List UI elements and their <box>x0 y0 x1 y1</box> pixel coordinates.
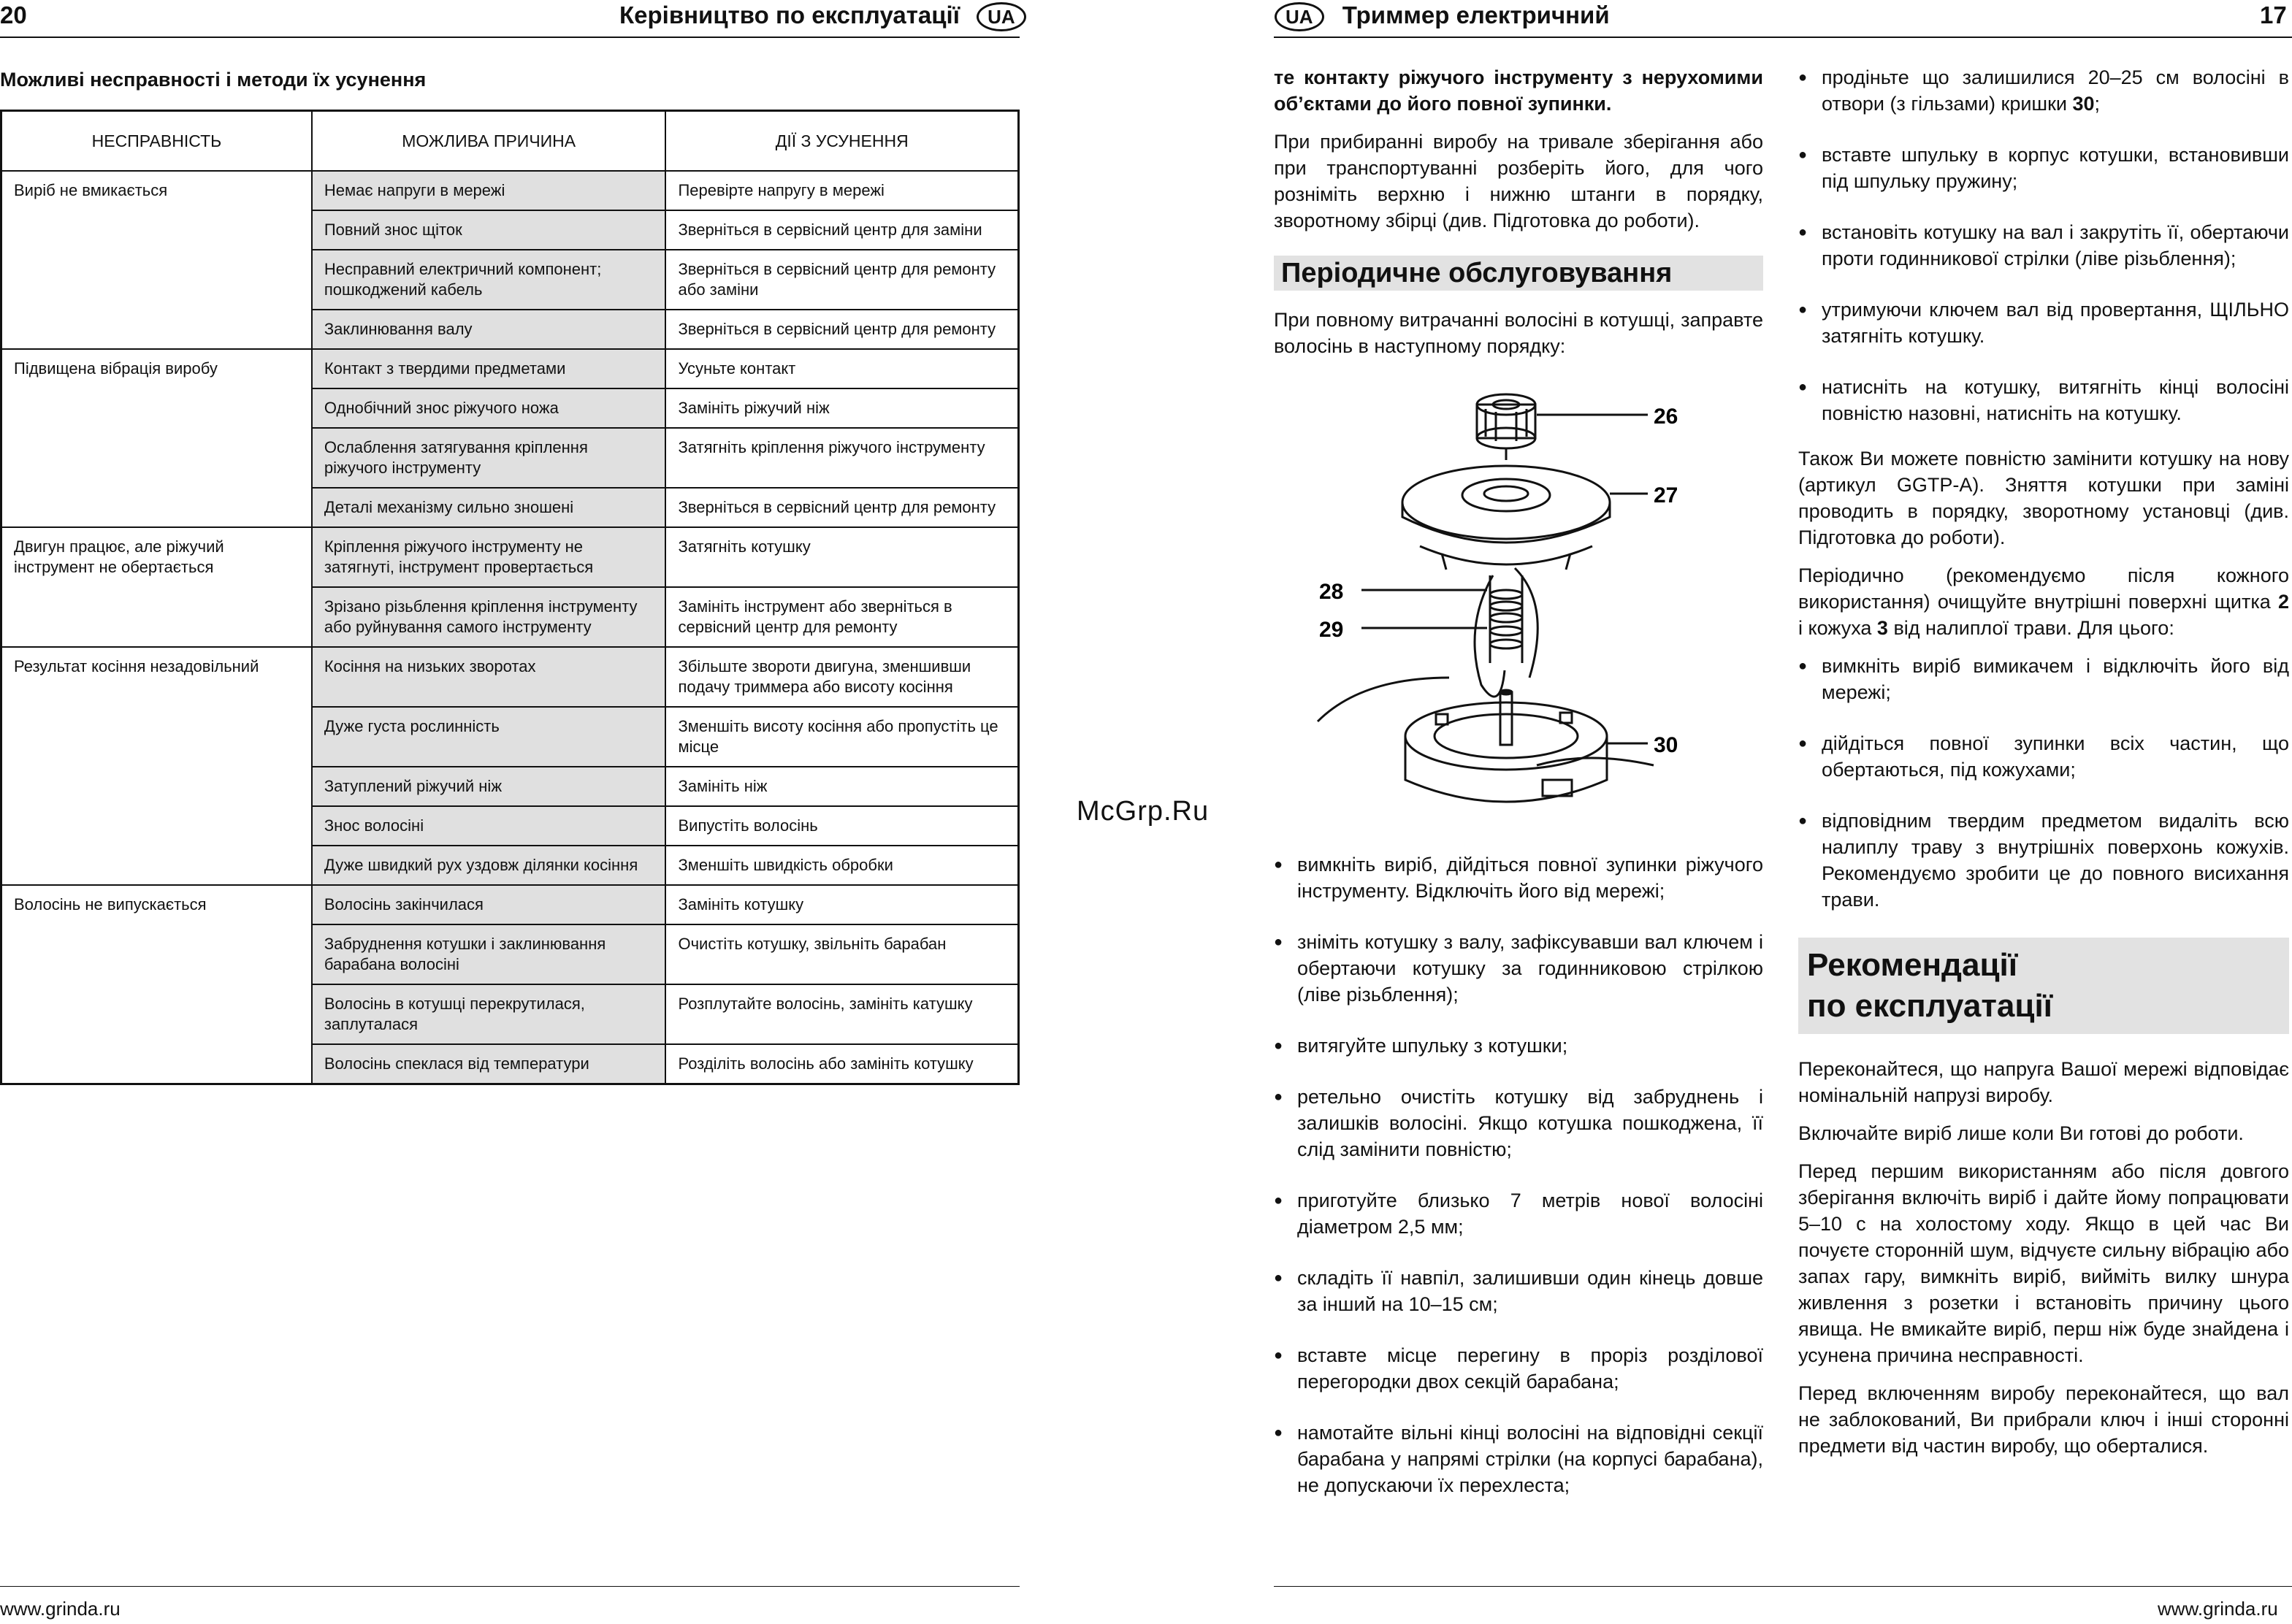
refill-steps-list <box>1274 851 1763 1498</box>
fix-cell: Розділіть волосінь або замініть котушку <box>665 1044 1018 1084</box>
rec-paragraph-2: Включайте виріб лише коли Ви готові до роботи. <box>1798 1122 2244 1144</box>
section-periodic-maintenance: Періодичне обслуговування <box>1274 256 1763 291</box>
list-item: ● вставте місце перегину в проріз розділової перегородки двох секцій барабана; <box>1274 1342 1763 1395</box>
list-item-ref: 30 <box>2072 93 2095 115</box>
cause-cell: Дуже швидкий рух уздовж ділянки косіння <box>312 846 666 885</box>
fix-cell: Замініть ніж <box>665 767 1018 806</box>
cause-cell: Дуже густа рослинність <box>312 707 666 767</box>
right-column-2 <box>1798 64 2289 1471</box>
header-fix: ДІЇ З УСУНЕННЯ <box>665 111 1018 172</box>
list-item-text: продіньте що залишилися 20–25 см волосіні в отвори (з гільзами) кришки <box>1822 66 2289 115</box>
table-body <box>1 171 1019 1084</box>
cause-cell: Кріплення ріжучого інструменту не затягнуті, інструмент провертається <box>312 527 666 587</box>
cause-cell: Забруднення котушки і заклинювання барабана волосіні <box>312 924 666 984</box>
clean-text-pre: Періодично (рекомендуємо після кожного використання) очищуйте внутрішні поверхні щитка <box>1798 564 2289 613</box>
right-column-1 <box>1274 64 1763 1523</box>
cause-cell: Косіння на низьких зворотах <box>312 647 666 707</box>
fix-cell: Затягніть котушку <box>665 527 1018 587</box>
list-item: ● дійдіться повної зупинки всіх частин, що обертаються, під кожухами; <box>1798 730 2289 783</box>
clean-steps-list <box>1798 653 2289 913</box>
clean-text-mid: і кожуха <box>1798 617 1877 639</box>
list-item <box>1798 374 2289 426</box>
list-item-text: вставте шпульку в корпус котушки, встановивши під шпульку пружину; <box>1822 144 2289 192</box>
right-page-number: 17 <box>2260 1 2287 28</box>
cause-cell: Контакт з твердими предметами <box>312 349 666 388</box>
list-item: ● ретельно очистіть котушку від забруднень і залишків волосіні. Якщо котушка пошкоджена, її слід замінити повністю; <box>1274 1084 1763 1163</box>
right-header-title <box>1275 1 1610 31</box>
spring-part <box>1490 575 1522 663</box>
label-30: 30 <box>1654 733 1678 757</box>
list-item-text: натисніть на котушку, витягніть кінці волосіні повністю назовні, натисніть на котушку. <box>1822 376 2289 424</box>
cause-cell: Несправний електричний компонент; пошкоджений кабель <box>312 250 666 310</box>
fix-cell: Замініть котушку <box>665 885 1018 924</box>
cause-cell: Зрізано різьблення кріплення інструменту або руйнування самого інструменту <box>312 587 666 647</box>
header-cause: МОЖЛИВА ПРИЧИНА <box>312 111 666 172</box>
list-item <box>1798 142 2289 194</box>
left-header-title <box>619 1 1026 31</box>
list-item: ● вимкніть виріб вимикачем і відключіть його від мережі; <box>1798 653 2289 705</box>
list-item: ● зніміть котушку з валу, зафіксувавши вал ключем і обертаючи котушку за годинниковою стрілкою (ліве різьблення); <box>1274 929 1763 1008</box>
fix-cell: Затягніть кріплення ріжучого інструменту <box>665 428 1018 488</box>
section-recommendations-line2: по експлуатації <box>1807 988 2053 1024</box>
left-page-number: 20 <box>0 1 27 28</box>
rec-paragraph-4: Перед включенням виробу переконайтеся, що вал не заблокований, Ви прибрали ключ і інші сторонні предмети від частин виробу, що оберталися. <box>1798 1382 2289 1457</box>
fix-cell: Замініть ріжучий ніж <box>665 388 1018 428</box>
fix-cell: Випустіть волосінь <box>665 806 1018 846</box>
cause-cell: Ослаблення затягування кріплення ріжучого інструменту <box>312 428 666 488</box>
header-fault: НЕСПРАВНІСТЬ <box>1 111 312 172</box>
fix-cell: Очистіть котушку, звільніть барабан <box>665 924 1018 984</box>
cover-part <box>1402 466 1610 570</box>
list-item-text: утримуючи ключем вал від провертання, ЩІЛЬНО затягніть котушку. <box>1822 299 2289 347</box>
table-row <box>1 647 1019 707</box>
replace-spool-paragraph: Також Ви можете повністю замінити котушку на нову (артикул GGTP-A). Зняття котушки при заміні проводить в порядку, зворотному установці (див. Підготовка до роботи). <box>1798 448 2289 548</box>
list-item: ● намотайте вільні кінці волосіні на відповідні секції барабана у напрямі стрілки (на корпусі барабана), не допускаючи їх перехлеста; <box>1274 1420 1763 1498</box>
list-item <box>1798 296 2289 349</box>
cause-cell: Волосінь спеклася від температури <box>312 1044 666 1084</box>
cause-cell: Знос волосіні <box>312 806 666 846</box>
watermark: McGrp.Ru <box>1077 796 1210 827</box>
clean-ref-2: 2 <box>2277 591 2289 613</box>
clean-ref-3: 3 <box>1876 617 1888 639</box>
rec-paragraph-3: Перед першим використанням або після довгого зберігання включіть виріб і дайте йому попрацювати 5–10 с на холостому ходу. Якщо в цей час Ви почуєте сторонній шум, відчуєте сильну вібрацію або запах гару, вимкніть виріб, вийміть вилку шнура живлення з розетки і встановіть причину цього явища. Не вмикайте виріб, перш ніж буде знайдена і усунена причина несправності. <box>1798 1160 2289 1366</box>
spool-assembly-figure <box>1274 371 1763 838</box>
troubleshooting-title: Можливі несправності і методи їх усунення <box>0 69 427 91</box>
label-28: 28 <box>1319 580 1344 604</box>
fault-cell: Результат косіння незадовільний <box>1 647 312 885</box>
fix-cell: Зверніться в сервісний центр для ремонту <box>665 310 1018 349</box>
storage-paragraph: При прибиранні виробу на тривале зберігання або при транспортуванні розберіть його, для чого розніміть верхню і нижню штанги в порядку, зворотному збірці (див. Підготовка до роботи). <box>1274 131 1763 231</box>
left-footer-rule <box>0 1586 1020 1587</box>
fault-cell: Підвищена вібрація виробу <box>1 349 312 527</box>
fix-cell: Зменшіть висоту косіння або пропустіть це місце <box>665 707 1018 767</box>
right-footer-url: www.grinda.ru <box>2158 1598 2278 1620</box>
cause-cell: Затуплений ріжучий ніж <box>312 767 666 806</box>
list-item-text-end: ; <box>2094 93 2101 115</box>
refill-steps-list-continued <box>1798 64 2289 426</box>
list-item: ● витягуйте шпульку з котушки; <box>1274 1033 1763 1059</box>
table-header-row <box>1 111 1019 172</box>
fault-cell: Волосінь не випускається <box>1 885 312 1084</box>
fix-cell: Замініть інструмент або зверніться в сервісний центр для ремонту <box>665 587 1018 647</box>
table-row <box>1 349 1019 388</box>
table-row <box>1 527 1019 587</box>
knob-part <box>1477 394 1535 460</box>
cause-cell: Однобічний знос ріжучого ножа <box>312 388 666 428</box>
cause-cell: Заклинювання валу <box>312 310 666 349</box>
troubleshooting-table <box>0 110 1020 1085</box>
section-recommendations <box>1798 938 2289 1034</box>
list-item: ● вимкніть виріб, дійдіться повної зупинки ріжучого інструменту. Відключіть його від мережі; <box>1274 851 1763 904</box>
label-26: 26 <box>1654 405 1678 429</box>
left-footer-url: www.grinda.ru <box>0 1598 121 1620</box>
intro-bold-text: те контакту ріжучого інструменту з нерухомими об’єктами до його повної зупинки. <box>1274 66 1763 115</box>
fix-cell: Зменшіть швидкість обробки <box>665 846 1018 885</box>
cause-cell: Немає напруги в мережі <box>312 171 666 210</box>
label-29: 29 <box>1319 618 1344 642</box>
right-lang-badge: UA <box>1275 2 1324 31</box>
right-header-title-text: Триммер електричний <box>1342 1 1610 28</box>
fault-cell: Двигун працює, але ріжучий інструмент не обертається <box>1 527 312 647</box>
cause-cell: Волосінь закінчилася <box>312 885 666 924</box>
fix-cell: Зверніться в сервісний центр для заміни <box>665 210 1018 250</box>
rec-paragraph-1: Переконайтеся, що напруга Вашої мережі відповідає номінальній напрузі виробу. <box>1798 1058 2289 1106</box>
left-lang-badge: UA <box>977 2 1026 31</box>
label-27: 27 <box>1654 483 1678 508</box>
cause-cell: Волосінь в котушці перекрутилася, заплуталася <box>312 984 666 1044</box>
fault-cell: Виріб не вмикається <box>1 171 312 349</box>
fix-cell: Розплутайте волосінь, замініть катушку <box>665 984 1018 1044</box>
fix-cell: Збільште звороти двигуна, зменшивши подачу триммера або висоту косіння <box>665 647 1018 707</box>
section-recommendations-line1: Рекомендації <box>1807 947 2018 983</box>
clean-paragraph <box>1798 562 2289 641</box>
list-item <box>1798 219 2289 272</box>
fix-cell: Зверніться в сервісний центр для ремонту або заміни <box>665 250 1018 310</box>
left-header-rule <box>0 37 1020 38</box>
list-item-text: встановіть котушку на вал і закрутіть її, обертаючи проти годинникової стрілки (ліве різьблення); <box>1822 221 2289 269</box>
cause-cell: Повний знос щіток <box>312 210 666 250</box>
right-footer-rule <box>1274 1586 2292 1587</box>
housing-part <box>1405 690 1607 802</box>
refill-intro-paragraph: При повному витрачанні волосіні в котушці, заправте волосінь в наступному порядку: <box>1274 309 1763 357</box>
table-row <box>1 885 1019 924</box>
list-item <box>1798 64 2289 117</box>
fix-cell: Перевірте напругу в мережі <box>665 171 1018 210</box>
table-row <box>1 171 1019 210</box>
list-item: ● відповідним твердим предметом видаліть всю налиплу траву з внутрішніх поверхонь кожухів. Рекомендуємо зробити це до повного висихання трави. <box>1798 808 2289 913</box>
left-header-title-text: Керівництво по експлуатації <box>619 1 960 28</box>
fix-cell: Зверніться в сервісний центр для ремонту <box>665 488 1018 527</box>
list-item: ● приготуйте близько 7 метрів нової волосіні діаметром 2,5 мм; <box>1274 1187 1763 1240</box>
list-item: ● складіть її навпіл, залишивши один кінець довше за інший на 10–15 см; <box>1274 1265 1763 1317</box>
right-header-rule <box>1274 37 2292 38</box>
fix-cell: Усуньте контакт <box>665 349 1018 388</box>
cause-cell: Деталі механізму сильно зношені <box>312 488 666 527</box>
clean-text-post: від налиплої трави. Для цього: <box>1887 617 2174 639</box>
